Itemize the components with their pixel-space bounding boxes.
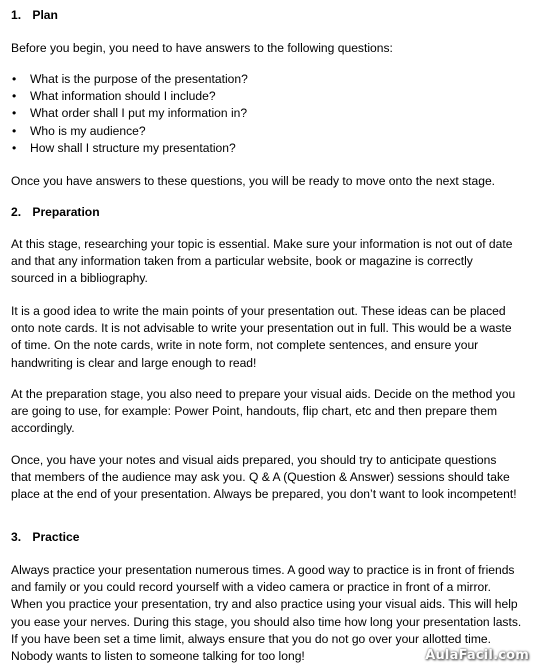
section-title: Preparation	[32, 205, 100, 219]
section-title: Plan	[32, 8, 58, 22]
list-item: • What is the purpose of the presentation?	[11, 71, 531, 88]
section-number: 2.	[11, 205, 22, 219]
preparation-paragraph-1: At this stage, researching your topic is essential. Make sure your information is not out of date and that any information taken from a particular website, book or magazine is correctly sourced in a bibliography.	[11, 237, 513, 286]
section-number: 1.	[11, 8, 22, 22]
preparation-paragraph-3: At the preparation stage, you also need to prepare your visual aids. Decide on the method you are going to use, for example: Power Point, handouts, flip chart, etc and then prepare them accordingly.	[11, 387, 516, 436]
list-item: • Who is my audience?	[11, 123, 531, 140]
plan-question-list	[11, 71, 531, 157]
section-heading-preparation	[11, 204, 100, 221]
preparation-paragraph-4: Once, you have your notes and visual aids prepared, you should try to anticipate questions that members of the audience may ask you. Q & A (Question & Answer) sessions should take place at the end of your presentation. Always be prepared, you don’t want to look incompetent!	[11, 453, 517, 502]
watermark-logo: AulaFacil.com	[425, 648, 529, 663]
plan-outro: Once you have answers to these questions, you will be ready to move onto the next stage.	[11, 174, 496, 188]
list-item: • What information should I include?	[11, 88, 531, 105]
section-number: 3.	[11, 530, 22, 544]
preparation-paragraph-2: It is a good idea to write the main points of your presentation out. These ideas can be placed onto note cards. It is not advisable to write your presentation out in full. This would be a waste of time. On the note cards, write in note form, not complete sentences, and ensure your handwriting is clear and large enough to read!	[11, 304, 512, 370]
plan-intro: Before you begin, you need to have answers to the following questions:	[11, 41, 393, 55]
list-item: • How shall I structure my presentation?	[11, 140, 531, 157]
list-item: • What order shall I put my information in?	[11, 105, 531, 122]
section-title: Practice	[32, 530, 80, 544]
section-heading-plan	[11, 7, 58, 24]
practice-paragraph: Always practice your presentation numerous times. A good way to practice is in front of friends and family or you could record yourself with a video camera or practice in front of a mirror. When you practice your presentation, try and also practice using your visual aids. This will help you ease your nerves. During this stage, you should also time how long your presentation lasts. If you have been set a time limit, always ensure that you do not go over your allotted time. Nobody wants to listen to someone talking for too long!	[11, 563, 522, 664]
section-heading-practice	[11, 529, 79, 546]
